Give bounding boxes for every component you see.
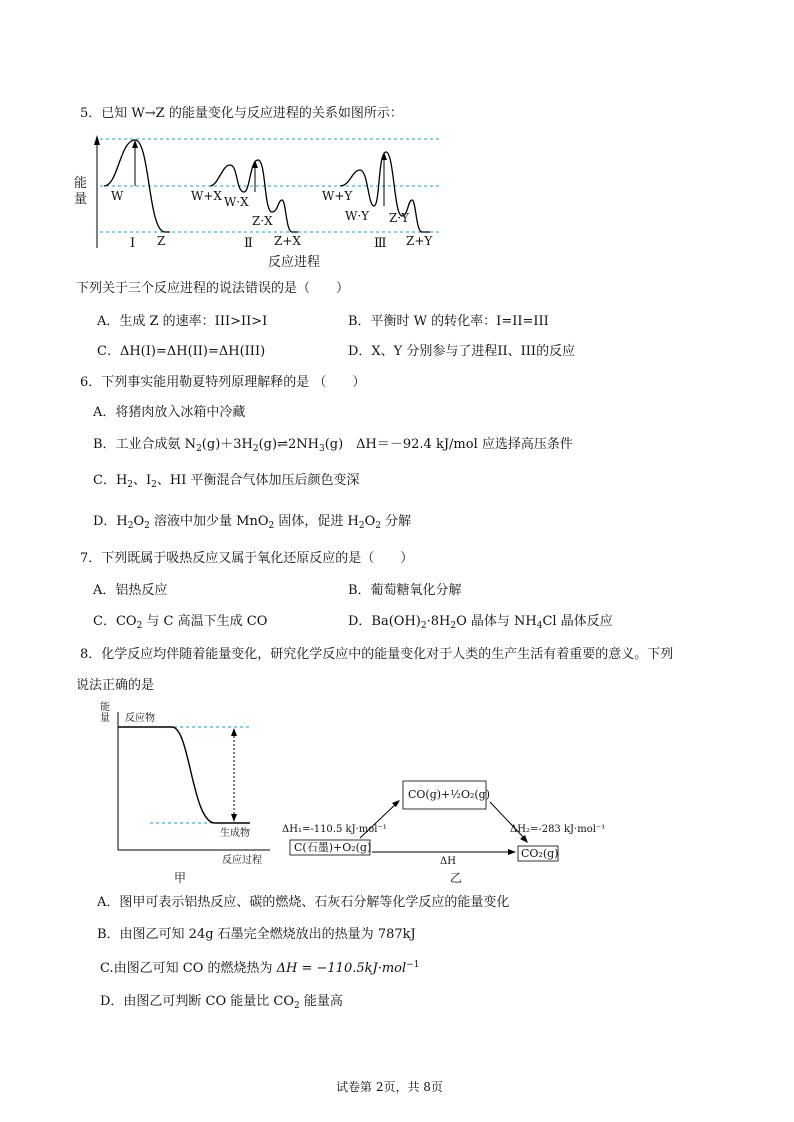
q5-option-a: A．生成 Z 的速率：III>II>I [97, 314, 268, 329]
q5-p3-start: W+Y [322, 189, 353, 203]
jia-reactant: 反应物 [125, 713, 155, 724]
q8-option-d: D．由图乙可判断 CO 能量比 $CO_2$ 能量高 [100, 994, 343, 1011]
yi-top-box: CO(g)+½O₂(g) [408, 788, 490, 801]
q5-p2-mid1: W·X [224, 195, 249, 209]
q5-question: 下列关于三个反应进程的说法错误的是（ ） [76, 281, 350, 296]
q5-p1-roman: Ⅰ [130, 236, 136, 251]
q8-option-a: A．图甲可表示铝热反应、碳的燃烧、石灰石分解等化学反应的能量变化 [97, 895, 510, 910]
yi-caption: 乙 [450, 871, 463, 885]
q7-option-c: C．$CO_2$ 与 C 高温下生成 CO [93, 614, 268, 631]
q5-energy-diagram [0, 0, 794, 280]
q8-stem-line1: 8．化学反应均伴随着能量变化，研究化学反应中的能量变化对于人类的生产生活有着重要的意义。下列 [80, 647, 674, 662]
q7-option-b: B．葡萄糖氧化分解 [348, 583, 462, 598]
q5-p3-end: Z+Y [406, 234, 433, 248]
yi-dh2: ΔH₂=-283 kJ·mol⁻¹ [510, 824, 606, 835]
q5-xlabel: 反应进程 [268, 255, 321, 270]
jia-ylabel: 能量 [100, 702, 110, 724]
q5-p2-start: W+X [191, 189, 222, 203]
q5-p2-roman: Ⅱ [244, 236, 253, 251]
q8-option-c: C.由图乙可知 CO 的燃烧热为 ΔH = −110.5kJ·mol$^{-1}$ [100, 960, 420, 976]
q6-option-b: B．工业合成氨 $N_2(g)+3H_2(g)\rightleftharpoons 2NH_3(g)$ ΔH＝－92.4 kJ/mol 应选择高压条件 [93, 437, 573, 454]
q5-p1-end: Z [157, 234, 166, 248]
q6-option-a: A．将猪肉放入冰箱中冷藏 [93, 405, 246, 420]
yi-right-box: CO₂(g) [521, 847, 559, 860]
q5-stem: 5．已知 W→Z 的能量变化与反应进程的关系如图所示： [80, 106, 403, 121]
jia-xlabel: 反应过程 [222, 855, 262, 866]
jia-caption: 甲 [174, 871, 187, 885]
q7-option-d: D．$Ba(OH)_2\cdot 8H_2O$ 晶体与 $NH_4Cl$ 晶体反应 [348, 614, 613, 631]
q6-option-c: C．$H_2$、$I_2$、HI 平衡混合气体加压后颜色变深 [93, 473, 360, 490]
q5-p3-roman: Ⅲ [374, 236, 387, 251]
yi-left-box: C(石墨)+O₂(g) [294, 841, 372, 854]
q6-stem: 6．下列事实能用勒夏特列原理解释的是 （ ） [80, 375, 366, 390]
q5-p3-mid2: Z·Y [389, 211, 410, 225]
q5-p2-mid2: Z·X [252, 214, 273, 228]
yi-dh1: ΔH₁=-110.5 kJ·mol⁻¹ [282, 824, 387, 835]
q6-option-d: D．$H_2O_2$ 溶液中加少量 MnO$_2$ 固体，促进 $H_2O_2$ 分解 [93, 514, 412, 531]
q5-p1-start: W [111, 189, 124, 203]
page-footer: 试卷第 2页，共 8页 [336, 1080, 443, 1094]
q5-p3-mid1: W·Y [345, 209, 370, 223]
q8-stem-line2: 说法正确的是 [76, 678, 155, 693]
q5-option-d: D．X、Y 分别参与了进程II、III的反应 [348, 344, 576, 359]
yi-dh: ΔH [440, 856, 456, 867]
jia-product: 生成物 [220, 828, 250, 839]
q8-option-b: B．由图乙可知 24g 石墨完全燃烧放出的热量为 787kJ [97, 927, 416, 942]
q7-option-a: A．铝热反应 [93, 583, 168, 598]
q5-option-c: C．ΔH(I)=ΔH(II)=ΔH(III) [97, 344, 266, 359]
q5-ylabel: 能量 [74, 176, 88, 207]
y-axis-arrow [94, 135, 100, 145]
q5-p2-end: Z+X [274, 234, 301, 248]
q7-stem: 7．下列既属于吸热反应又属于氧化还原反应的是（ ） [80, 551, 414, 566]
q5-option-b: B．平衡时 W 的转化率：I=II=III [348, 314, 549, 329]
